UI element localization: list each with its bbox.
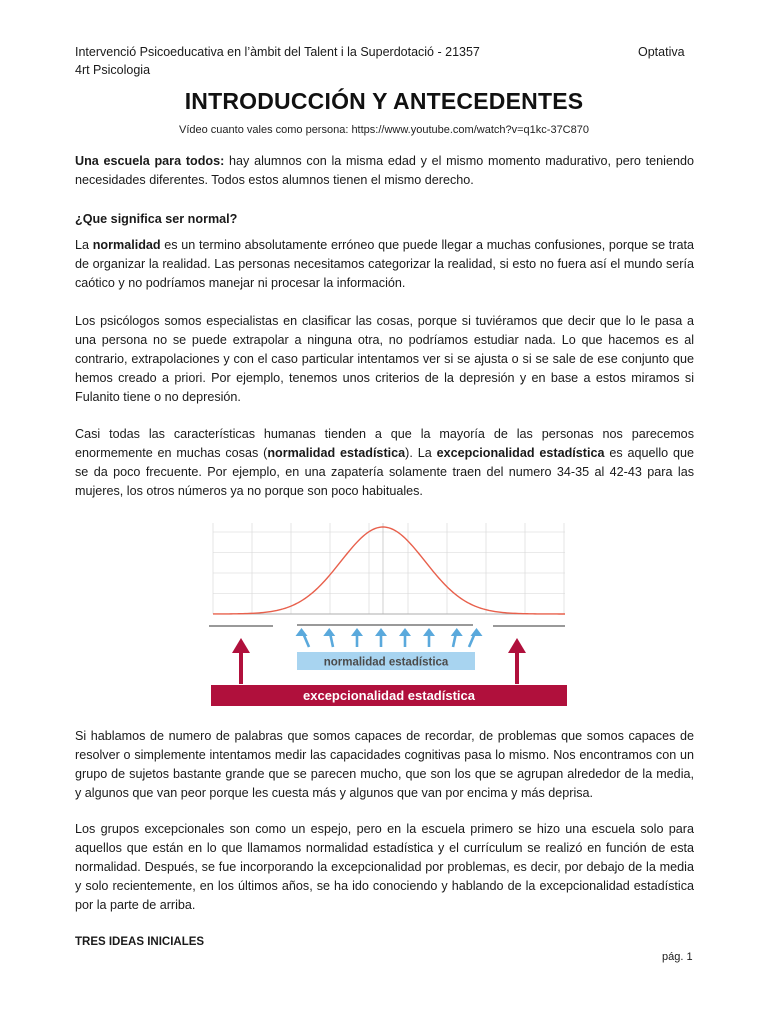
section-heading: TRES IDEAS INICIALES xyxy=(75,936,205,948)
exceptional-arrow xyxy=(232,638,250,684)
term-normalidad: normalidad xyxy=(92,238,161,252)
paragraph-text: La xyxy=(75,238,93,252)
normal-arrow xyxy=(423,628,435,647)
normal-arrow xyxy=(375,628,387,647)
paragraph-text: Casi todas las características humanas tienden a que la mayoría de las personas nos parecemos enormemente en muchas cosas ( xyxy=(75,427,694,460)
paragraph-psicologos: Los psicólogos somos especialistas en clasificar las cosas, porque si tuviéramos que decir que lo le pasa a una persona no se puede extrapolar a ninguna otra, no podríamos estudiar nada. Lo que hacemos es al contrario, extrapolaciones y con el caso particular intentamos ver si se ajusta o si se sale de ese conjunto que hemos creado a priori. Por ejemplo, tenemos unos criterios de la depresión y en base a estos miramos si Fulanito tiene o no depresión. xyxy=(75,314,694,404)
exceptional-arrow xyxy=(508,638,526,684)
paragraph-text: es un termino absolutamente erróneo que puede llegar a muchas confusiones, porque se trata de organizar la realidad. Las personas necesitamos categorizar la realidad, si esto no fuera así el mundo sería caótico y no podríamos manejar ni procesar la información. xyxy=(75,238,694,290)
course-type: Optativa xyxy=(638,45,685,59)
paragraph-text: ). La xyxy=(405,446,437,460)
question-heading: ¿Que significa ser normal? xyxy=(75,212,238,226)
normal-arrow xyxy=(351,628,363,647)
paragraph-text: es aquello que se da poco frecuente. Por ejemplo, en una zapatería solamente traen del numero 34-35 al 42-43 para las mujeres, los otros números ya no porque son poco habituales. xyxy=(75,446,694,498)
video-reference: Vídeo cuanto vales como persona: https://www.youtube.com/watch?v=q1kc-37C870 xyxy=(179,124,589,136)
paragraph-text: hay alumnos con la misma edad y el mismo momento madurativo, pero teniendo necesidades diferentes. Todos estos alumnos tienen el mismo derecho. xyxy=(75,154,694,187)
page-header-left xyxy=(75,43,480,79)
normal-arrow xyxy=(399,628,411,647)
exceptional-label: excepcionalidad estadística xyxy=(303,688,475,703)
normal-arrow xyxy=(451,628,463,647)
page-number: pág. 1 xyxy=(662,951,693,963)
paragraph-normalidad xyxy=(75,236,694,293)
normal-arrow xyxy=(469,628,483,647)
page-title: INTRODUCCIÓN Y ANTECEDENTES xyxy=(184,88,584,114)
course-name: Intervenció Psicoeducativa en l’àmbit del Talent i la Superdotació - 21357 xyxy=(75,45,480,59)
normal-label: normalidad estadística xyxy=(323,656,449,669)
paragraph-escuela xyxy=(75,152,694,190)
term-excepcionalidad-estadistica: excepcionalidad estadística xyxy=(436,446,605,460)
normal-arrow xyxy=(296,628,310,647)
term-normalidad-estadistica: normalidad estadística xyxy=(267,446,406,460)
paragraph-lead-bold: Una escuela para todos: xyxy=(75,154,225,168)
paragraph-grupos: Los grupos excepcionales son como un espejo, pero en la escuela primero se hizo una escuela solo para aquellos que están en lo que llamamos normalidad estadística y el currículum se realizó en función de esta normalidad. Después, se fue incorporando la excepcionalidad por problemas, es decir, por debajo de la media y solo recientemente, en los últimos años, se ha ido conociendo y hablando de la excepcionalidad estadística por la parte de arriba. xyxy=(75,822,694,912)
paragraph-palabras: Si hablamos de numero de palabras que somos capaces de recordar, de problemas que somos capaces de resolver o simplemente intentamos medir las capacidades cognitivas pasa lo mismo. Nos encontramos con un grupo de sujetos bastante grande que se parecen mucho, que son los que se agrupan alrededor de la media, y algunos que van peor porque les cuesta más y algunos que van por encima y más deprisa. xyxy=(75,729,694,800)
normal-arrows xyxy=(296,628,483,647)
course-year: 4rt Psicologia xyxy=(75,63,151,77)
paragraph-caracteristicas xyxy=(75,425,694,501)
normal-arrow xyxy=(323,628,335,647)
normal-distribution-figure xyxy=(209,517,569,713)
